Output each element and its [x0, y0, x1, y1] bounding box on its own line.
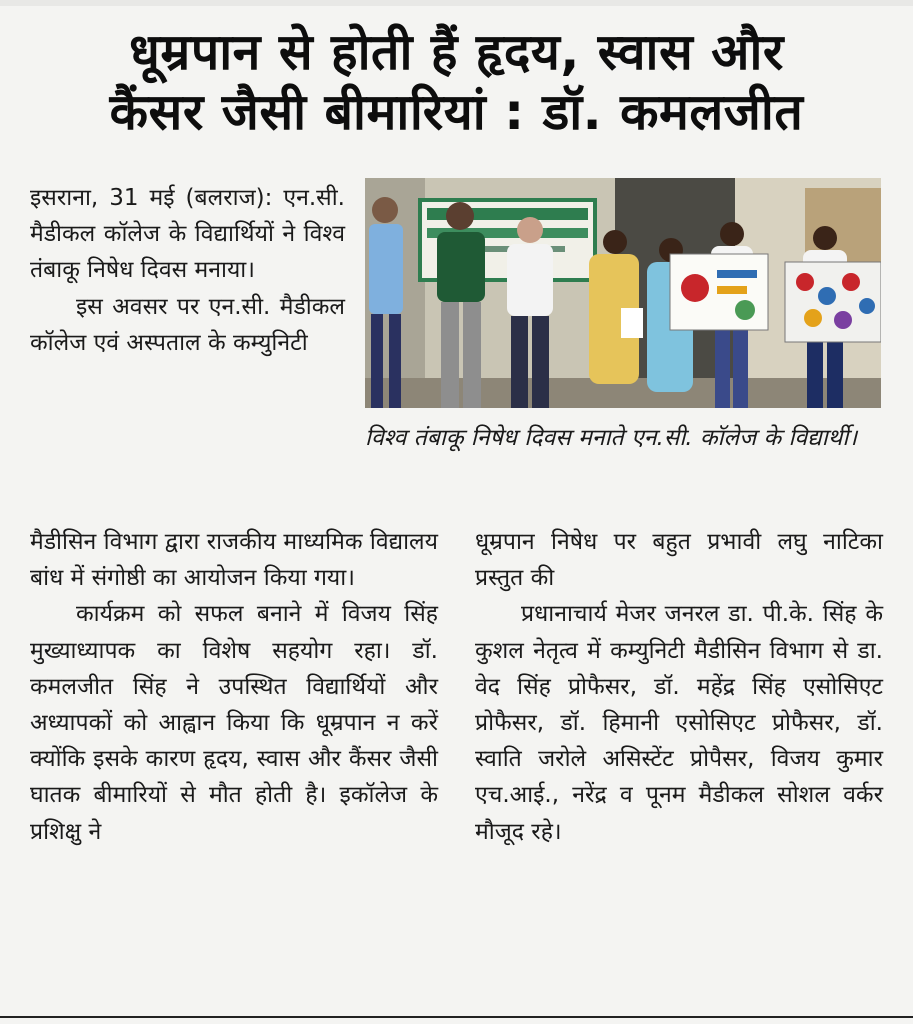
- event-photo: [365, 178, 881, 408]
- headline-line-1: धूम्रपान से होती हैं हृदय, स्वास और: [129, 23, 784, 81]
- headline-line-2: कैंसर जैसी बीमारियां : डॉ. कमलजीत: [109, 83, 804, 141]
- paragraph: इस अवसर पर एन.सी. मैडीकल कॉलेज एवं अस्पताल के कम्युनिटी: [30, 293, 345, 356]
- paragraph: मैडीसिन विभाग द्वारा राजकीय माध्यमिक विद्यालय बांध में संगोष्ठी का आयोजन किया गया।: [30, 529, 438, 592]
- article-column-right: [475, 524, 883, 850]
- paragraph: प्रधानाचार्य मेजर जनरल डा. पी.के. सिंह के कुशल नेतृत्व में कम्युनिटी मैडीसिन विभाग से डा. वेद सिंह प्रोफैसर, डॉ. महेंद्र सिंह एसोसिएट प्रोफैसर, डॉ. हिमानी एसोसिएट प्रोफैसर, डॉ. स्वाति जरोले असिस्टेंट प्रोपैसर, विजय कुमार एच.आई., नरेंद्र व पूनम मैडीकल सोशल वर्कर मौजूद रहे।: [475, 601, 883, 845]
- paragraph: इसराना, 31 मई (बलराज): एन.सी. मैडीकल कॉलेज के विद्यार्थियों ने विश्व तंबाकू निषेध दिवस मनाया।: [30, 185, 345, 284]
- headline: [0, 22, 913, 142]
- paragraph: धूम्रपान निषेध पर बहुत प्रभावी लघु नाटिका प्रस्तुत की: [475, 529, 883, 592]
- article-column-left-top: [30, 180, 345, 361]
- page-bottom-rule: [0, 1016, 913, 1018]
- photo-caption: विश्व तंबाकू निषेध दिवस मनाते एन.सी. कॉलेज के विद्यार्थी।: [365, 425, 858, 451]
- page-top-edge: [0, 0, 913, 6]
- article-column-left-bottom: [30, 524, 438, 850]
- event-photo-illustration: [365, 178, 881, 408]
- paragraph: कार्यक्रम को सफल बनाने में विजय सिंह मुख्याध्यापक का विशेष सहयोग रहा। डॉ. कमलजीत सिंह ने उपस्थित विद्यार्थियों और अध्यापकों को आह्वान किया कि धूम्रपान न करें क्योंकि इसके कारण हृदय, स्वास और कैंसर जैसी घातक बीमारियों से मौत होती है। इकॉलेज के प्रशिक्षु ने: [30, 601, 438, 845]
